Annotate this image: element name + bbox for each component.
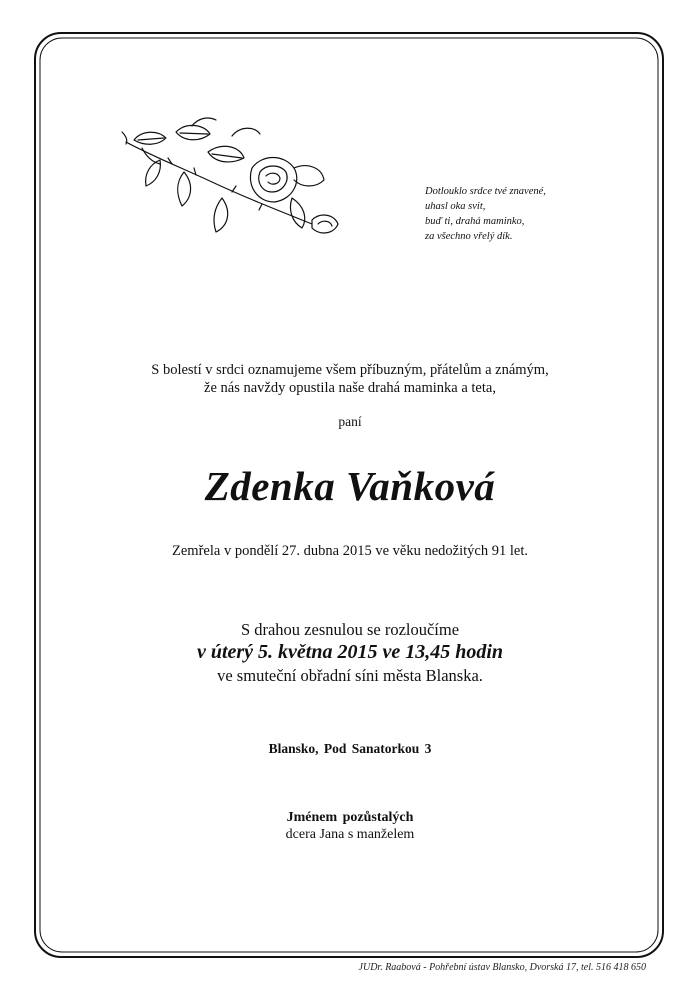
poem [425, 184, 546, 244]
intro-line: S bolestí v srdci oznamujeme všem příbuzným, přátelům a známým, [151, 362, 549, 378]
address: Blansko, Pod Sanatorkou 3 [268, 741, 432, 756]
poem-line: uhasl oka svit, [425, 201, 486, 212]
rose-branch-icon [112, 112, 352, 248]
funeral-service-footer: JUDr. Raabová - Pohřební ústav Blansko, Dvorská 17, tel. 516 418 650 [358, 962, 646, 973]
poem-line: buď ti, drahá maminko, [425, 216, 525, 227]
announcement-intro [0, 361, 700, 397]
deceased-name: Zdenka Vaňková [204, 463, 496, 509]
farewell-intro: S drahou zesnulou se rozloučíme [240, 620, 460, 639]
farewell-date-time: v úterý 5. května 2015 ve 13,45 hodin [196, 641, 504, 663]
signature-heading: Jménem pozůstalých [286, 810, 414, 825]
farewell-venue: ve smuteční obřadní síni města Blanska. [217, 666, 483, 685]
death-info: Zemřela v pondělí 27. dubna 2015 ve věku nedožitých 91 let. [172, 543, 528, 559]
salutation: paní [338, 414, 362, 429]
intro-line: že nás navždy opustila naše drahá maminka a teta, [204, 380, 496, 396]
poem-line: za všechno vřelý dík. [425, 231, 513, 242]
signature-names: dcera Jana s manželem [285, 827, 415, 842]
poem-line: Dotlouklo srdce tvé znavené, [425, 186, 546, 197]
